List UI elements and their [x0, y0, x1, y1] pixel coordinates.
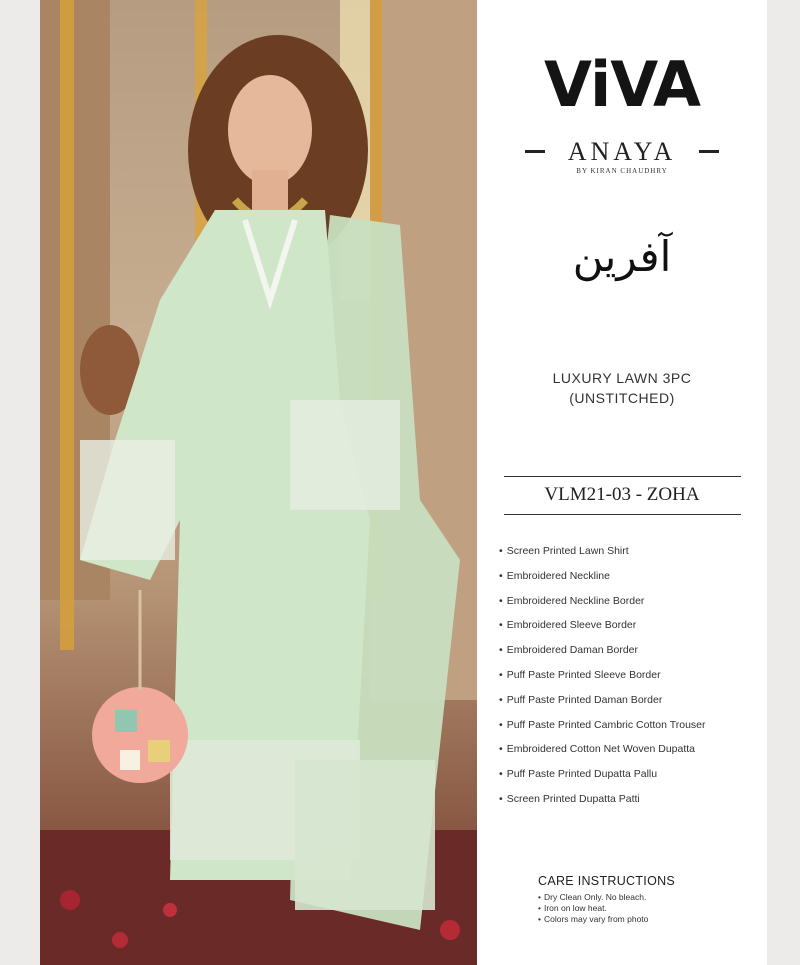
feature-item: • Embroidered Daman Border [499, 641, 706, 666]
designer-credit: BY KIRAN CHAUDHRY [576, 167, 668, 175]
model-illustration [40, 0, 477, 965]
product-type-line2: (UNSTITCHED) [569, 390, 675, 406]
product-type [477, 368, 767, 408]
code-rule-bottom [504, 514, 741, 515]
feature-item: • Screen Printed Lawn Shirt [499, 542, 706, 567]
left-border [0, 0, 40, 965]
care-list [538, 892, 648, 925]
feature-item: • Embroidered Neckline Border [499, 592, 706, 617]
feature-item: • Puff Paste Printed Daman Border [499, 691, 706, 716]
feature-item: • Puff Paste Printed Sleeve Border [499, 666, 706, 691]
product-info-panel [477, 0, 767, 965]
care-item: • Dry Clean Only. No bleach. [538, 892, 648, 903]
feature-item: • Puff Paste Printed Cambric Cotton Trouser [499, 716, 706, 741]
right-border [767, 0, 800, 965]
care-title: CARE INSTRUCTIONS [538, 874, 676, 888]
product-code: VLM21-03 - ZOHA [544, 484, 700, 505]
care-item: • Iron on low heat. [538, 903, 648, 914]
feature-item: • Screen Printed Dupatta Patti [499, 790, 706, 815]
collection-name: ANAYA [567, 137, 677, 166]
feature-item: • Embroidered Cotton Net Woven Dupatta [499, 740, 706, 765]
feature-list [499, 542, 706, 815]
urdu-title: آفرین [572, 232, 672, 281]
feature-item: • Puff Paste Printed Dupatta Pallu [499, 765, 706, 790]
code-rule-top [504, 476, 741, 477]
care-item: • Colors may vary from photo [538, 914, 648, 925]
model-photo [40, 0, 477, 965]
brand-logo: ViVA [544, 48, 700, 121]
feature-item: • Embroidered Sleeve Border [499, 616, 706, 641]
product-type-line1: LUXURY LAWN 3PC [552, 370, 692, 386]
feature-item: • Embroidered Neckline [499, 567, 706, 592]
